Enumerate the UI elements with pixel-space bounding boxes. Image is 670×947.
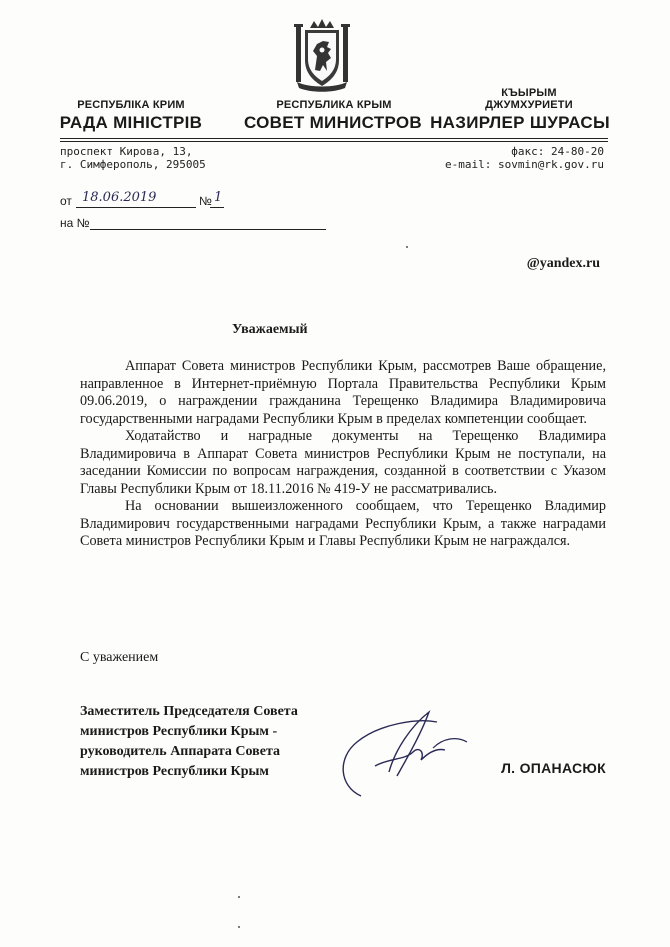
- signatory-line-2: министров Республики Крым -: [80, 724, 278, 739]
- scan-dot: [238, 896, 240, 898]
- handwritten-signature: [333, 700, 473, 810]
- address-line-2: г. Симферополь, 295005: [60, 158, 206, 171]
- header-center-subtitle: РЕСПУБЛИКА КРЫМ: [276, 99, 392, 111]
- header-right-subtitle-1: КЪЫРЫМ: [501, 87, 557, 99]
- fax: факс: 24-80-20: [511, 145, 604, 158]
- signatory-line-3: руководитель Аппарата Совета: [80, 744, 280, 759]
- ref-label: на №: [60, 216, 90, 230]
- body-paragraph-1: Аппарат Совета министров Республики Крым, рассмотрев Ваше обращение, направленное в Интернет-приёмную Портала Правительства Республики Крым 09.06.2019, о награждении гражданина Терещенко Владимира Владимировича государственными наградами Республики Крым в пределах компетенции сообщает.: [80, 358, 606, 427]
- closing: С уважением: [80, 650, 159, 665]
- header-rule-thin: [60, 141, 608, 142]
- scan-dot: [406, 246, 408, 248]
- recipient-email: @yandex.ru: [526, 256, 600, 271]
- header-right-subtitle-2: ДЖУМХУРИЕТИ: [485, 99, 573, 111]
- body-paragraph-3: На основании вышеизложенного сообщаем, что Терещенко Владимир Владимирович государственными наградами Республики Крым, а также наградами Совета министров Республики Крым и Главы Республики Крым не награждался.: [80, 498, 606, 549]
- number-label: №: [199, 194, 212, 208]
- from-label: от: [60, 194, 72, 208]
- signatory-line-4: министров Республики Крым: [80, 764, 269, 779]
- email: e-mail: sovmin@rk.gov.ru: [445, 158, 604, 171]
- header-left-title: РАДА МІНІСТРІВ: [59, 113, 203, 132]
- letter-date: 18.06.2019: [82, 190, 157, 205]
- ref-underline: [90, 229, 326, 230]
- greeting: Уважаемый: [232, 322, 308, 337]
- signatory-title: [80, 702, 298, 782]
- header-rule: [60, 138, 608, 139]
- scan-dot: [238, 926, 240, 928]
- address-line-1: проспект Кирова, 13,: [60, 145, 193, 158]
- header-left-subtitle: РЕСПУБЛІКА КРИМ: [77, 99, 185, 111]
- signatory-line-1: Заместитель Председателя Совета: [80, 704, 298, 719]
- header-right-title: НАЗИРЛЕР ШУРАСЫ: [430, 113, 610, 132]
- letter-number: 1: [214, 190, 223, 205]
- header-center-title: СОВЕТ МИНИСТРОВ: [243, 113, 423, 132]
- signatory-name: Л. ОПАНАСЮК: [501, 760, 606, 776]
- body-paragraph-2: Ходатайство и наградные документы на Терещенко Владимира Владимировича в Аппарат Совета министров Республики Крым не поступали, на заседании Комиссии по вопросам награждения, созданной в соответствии с Указом Главы Республики Крым от 18.11.2016 № 419-У не рассматривались.: [80, 428, 606, 497]
- crimea-coat-of-arms-icon: [293, 18, 351, 94]
- date-underline: [76, 207, 196, 208]
- letter-body: [80, 358, 606, 551]
- number-underline: [210, 207, 224, 208]
